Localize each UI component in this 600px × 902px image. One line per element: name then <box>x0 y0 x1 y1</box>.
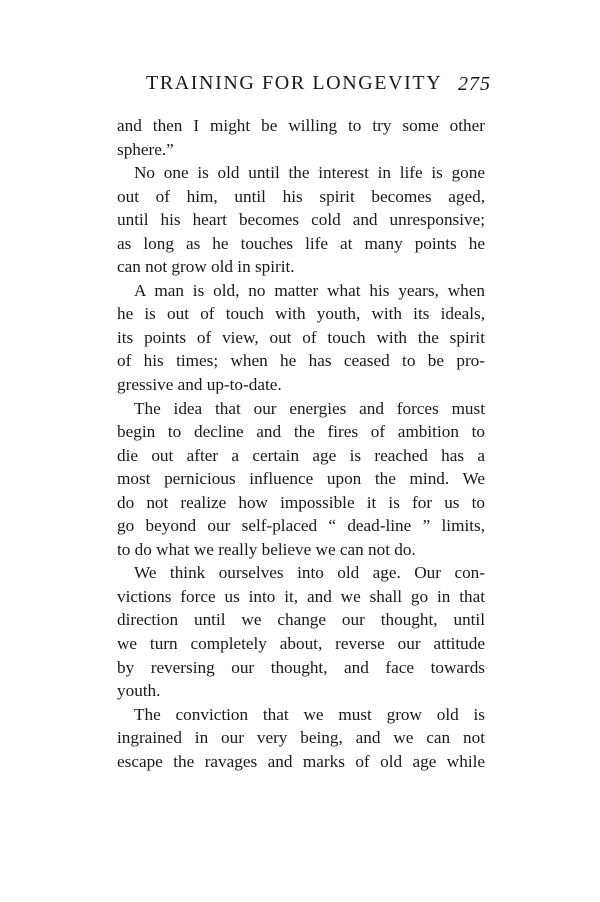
text-line: die out after a certain age is reached has a <box>117 445 485 465</box>
text-line: No one is old until the interest in life is gone <box>134 163 485 183</box>
page-number: 275 <box>458 73 491 95</box>
text-line: We think ourselves into old age. Our con- <box>134 563 485 583</box>
text-line: direction until we change our thought, until <box>117 610 485 630</box>
text-line: begin to decline and the fires of ambition to <box>117 422 485 442</box>
text-line: youth. <box>117 681 161 701</box>
text-line: most pernicious influence upon the mind. We <box>117 469 485 489</box>
text-line: by reversing our thought, and face towards <box>117 657 485 677</box>
text-line: until his heart becomes cold and unresponsive; <box>117 210 485 230</box>
text-line: ingrained in our very being, and we can not <box>117 728 485 748</box>
text-line: gressive and up-to-date. <box>117 375 282 395</box>
text-line: and then I might be willing to try some other <box>117 116 485 135</box>
text-line: he is out of touch with youth, with its ideals, <box>117 304 485 324</box>
text-line: as long as he touches life at many points he <box>117 233 485 253</box>
text-line: The conviction that we must grow old is <box>134 704 485 724</box>
text-line: go beyond our self-placed “ dead-line ” limits, <box>117 516 485 536</box>
text-line: we turn completely about, reverse our attitude <box>117 634 485 654</box>
running-title: TRAINING FOR LONGEVITY <box>146 72 443 94</box>
text-line: to do what we really believe we can not do. <box>117 539 416 559</box>
text-line: of his times; when he has ceased to be pro- <box>117 351 485 371</box>
text-line: victions force us into it, and we shall go in that <box>117 586 485 606</box>
text-line: do not realize how impossible it is for us to <box>117 492 485 512</box>
text-line: can not grow old in spirit. <box>117 257 295 277</box>
text-line: out of him, until his spirit becomes aged, <box>117 186 485 206</box>
page-header <box>146 72 491 98</box>
text-line: The idea that our energies and forces must <box>134 398 485 418</box>
text-line: sphere.” <box>117 139 174 159</box>
text-line: escape the ravages and marks of old age while <box>117 751 485 771</box>
body-text <box>117 114 485 773</box>
text-line: A man is old, no matter what his years, when <box>134 280 485 300</box>
text-line: its points of view, out of touch with the spirit <box>117 327 485 347</box>
